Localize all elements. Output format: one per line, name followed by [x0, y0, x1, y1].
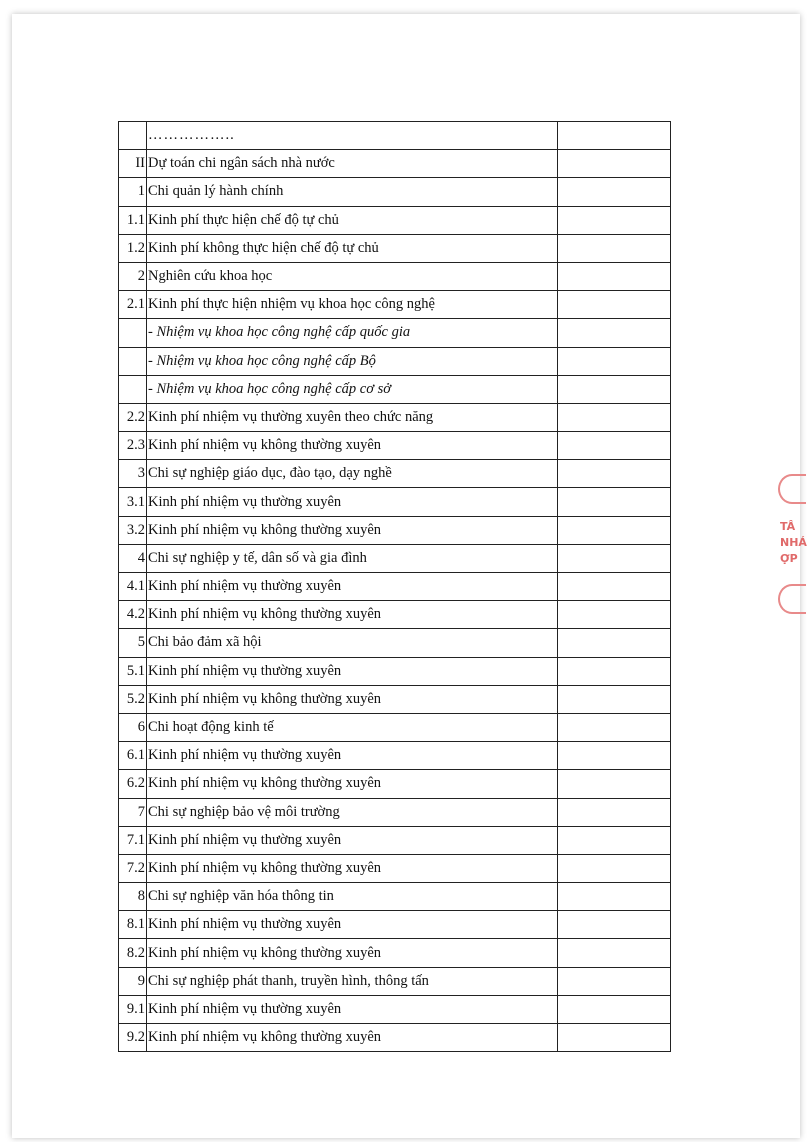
row-description: Dự toán chi ngân sách nhà nước — [147, 150, 558, 178]
row-number — [119, 319, 147, 347]
row-value — [558, 911, 671, 939]
row-number: 5.2 — [119, 685, 147, 713]
row-value — [558, 713, 671, 741]
row-number: II — [119, 150, 147, 178]
row-value — [558, 573, 671, 601]
table-row — [119, 375, 671, 403]
row-number: 5 — [119, 629, 147, 657]
row-description: Chi sự nghiệp bảo vệ môi trường — [147, 798, 558, 826]
row-value — [558, 178, 671, 206]
table-row — [119, 347, 671, 375]
row-value — [558, 798, 671, 826]
row-number: 6.1 — [119, 742, 147, 770]
row-description: - Nhiệm vụ khoa học công nghệ cấp Bộ — [147, 347, 558, 375]
row-number: 7.2 — [119, 854, 147, 882]
row-number: 8.2 — [119, 939, 147, 967]
row-value — [558, 347, 671, 375]
table-row — [119, 432, 671, 460]
stamp-line-1: TÂ — [780, 520, 796, 533]
row-number: 2.1 — [119, 291, 147, 319]
row-value — [558, 995, 671, 1023]
row-description: Chi sự nghiệp giáo dục, đào tạo, dạy nghề — [147, 460, 558, 488]
row-value — [558, 657, 671, 685]
table-row — [119, 826, 671, 854]
row-value — [558, 460, 671, 488]
row-value — [558, 939, 671, 967]
stamp-ring-top — [778, 474, 806, 504]
stamp-ring-bottom — [778, 584, 806, 614]
table-row — [119, 319, 671, 347]
table-row — [119, 488, 671, 516]
row-description: Kinh phí nhiệm vụ thường xuyên — [147, 573, 558, 601]
table-row — [119, 403, 671, 431]
row-number — [119, 347, 147, 375]
row-description: Nghiên cứu khoa học — [147, 262, 558, 290]
row-number: 1.2 — [119, 234, 147, 262]
row-description: Chi sự nghiệp văn hóa thông tin — [147, 883, 558, 911]
row-description: Kinh phí nhiệm vụ không thường xuyên — [147, 516, 558, 544]
row-value — [558, 150, 671, 178]
row-number: 9.1 — [119, 995, 147, 1023]
row-value — [558, 685, 671, 713]
row-number — [119, 375, 147, 403]
row-description: Kinh phí nhiệm vụ không thường xuyên — [147, 854, 558, 882]
row-description: Kinh phí nhiệm vụ thường xuyên — [147, 657, 558, 685]
row-value — [558, 770, 671, 798]
row-description: Kinh phí thực hiện nhiệm vụ khoa học công nghệ — [147, 291, 558, 319]
row-description: Kinh phí nhiệm vụ không thường xuyên — [147, 601, 558, 629]
row-value — [558, 544, 671, 572]
row-number: 9.2 — [119, 1024, 147, 1052]
row-value — [558, 375, 671, 403]
table-row — [119, 713, 671, 741]
row-number: 5.1 — [119, 657, 147, 685]
row-value — [558, 234, 671, 262]
row-description: Chi sự nghiệp phát thanh, truyền hình, thông tấn — [147, 967, 558, 995]
table-row — [119, 460, 671, 488]
table-row — [119, 516, 671, 544]
row-description: Kinh phí nhiệm vụ thường xuyên — [147, 826, 558, 854]
table-row — [119, 234, 671, 262]
row-number — [119, 122, 147, 150]
row-value — [558, 967, 671, 995]
row-value — [558, 262, 671, 290]
row-value — [558, 854, 671, 882]
row-value — [558, 319, 671, 347]
table-row — [119, 1024, 671, 1052]
row-number: 2 — [119, 262, 147, 290]
budget-table-body — [119, 122, 671, 1052]
row-number: 8 — [119, 883, 147, 911]
table-row — [119, 967, 671, 995]
row-value — [558, 488, 671, 516]
table-row — [119, 178, 671, 206]
row-description: Kinh phí nhiệm vụ thường xuyên — [147, 995, 558, 1023]
table-row — [119, 150, 671, 178]
row-description: Kinh phí nhiệm vụ không thường xuyên — [147, 432, 558, 460]
row-number: 3.2 — [119, 516, 147, 544]
table-row — [119, 657, 671, 685]
table-row — [119, 995, 671, 1023]
table-row — [119, 798, 671, 826]
row-number: 1 — [119, 178, 147, 206]
row-description: Kinh phí nhiệm vụ thường xuyên theo chức năng — [147, 403, 558, 431]
row-description: Chi hoạt động kinh tế — [147, 713, 558, 741]
row-number: 7 — [119, 798, 147, 826]
row-value — [558, 122, 671, 150]
row-description: Kinh phí nhiệm vụ thường xuyên — [147, 911, 558, 939]
row-value — [558, 742, 671, 770]
table-row — [119, 911, 671, 939]
row-description: Chi quản lý hành chính — [147, 178, 558, 206]
row-description: …………….. — [147, 122, 558, 150]
row-description: Kinh phí nhiệm vụ thường xuyên — [147, 742, 558, 770]
row-value — [558, 601, 671, 629]
row-value — [558, 629, 671, 657]
row-number: 4.1 — [119, 573, 147, 601]
table-row — [119, 770, 671, 798]
row-value — [558, 206, 671, 234]
row-number: 6 — [119, 713, 147, 741]
row-description: Kinh phí thực hiện chế độ tự chủ — [147, 206, 558, 234]
row-value — [558, 516, 671, 544]
table-row — [119, 122, 671, 150]
table-row — [119, 685, 671, 713]
row-number: 4 — [119, 544, 147, 572]
stamp-line-3: ỢP — [780, 552, 798, 565]
row-value — [558, 826, 671, 854]
row-number: 8.1 — [119, 911, 147, 939]
table-row — [119, 629, 671, 657]
row-description: Kinh phí nhiệm vụ không thường xuyên — [147, 770, 558, 798]
table-row — [119, 742, 671, 770]
row-value — [558, 1024, 671, 1052]
row-description: - Nhiệm vụ khoa học công nghệ cấp quốc gia — [147, 319, 558, 347]
row-number: 2.3 — [119, 432, 147, 460]
table-row — [119, 601, 671, 629]
row-number: 4.2 — [119, 601, 147, 629]
row-number: 9 — [119, 967, 147, 995]
table-row — [119, 573, 671, 601]
row-description: Chi bảo đảm xã hội — [147, 629, 558, 657]
table-row — [119, 939, 671, 967]
row-description: Kinh phí không thực hiện chế độ tự chủ — [147, 234, 558, 262]
stamp-seal — [774, 474, 807, 614]
stamp-line-2: NHÁ — [780, 536, 807, 549]
row-number: 3 — [119, 460, 147, 488]
row-number: 2.2 — [119, 403, 147, 431]
row-number: 7.1 — [119, 826, 147, 854]
table-row — [119, 854, 671, 882]
row-description: Chi sự nghiệp y tế, dân số và gia đình — [147, 544, 558, 572]
row-number: 1.1 — [119, 206, 147, 234]
table-row — [119, 262, 671, 290]
row-description: Kinh phí nhiệm vụ không thường xuyên — [147, 1024, 558, 1052]
row-value — [558, 291, 671, 319]
row-description: Kinh phí nhiệm vụ không thường xuyên — [147, 685, 558, 713]
budget-table — [118, 121, 671, 1052]
table-row — [119, 206, 671, 234]
row-number: 6.2 — [119, 770, 147, 798]
row-value — [558, 883, 671, 911]
row-value — [558, 403, 671, 431]
row-description: Kinh phí nhiệm vụ không thường xuyên — [147, 939, 558, 967]
row-number: 3.1 — [119, 488, 147, 516]
table-row — [119, 883, 671, 911]
row-description: Kinh phí nhiệm vụ thường xuyên — [147, 488, 558, 516]
row-description: - Nhiệm vụ khoa học công nghệ cấp cơ sở — [147, 375, 558, 403]
table-row — [119, 544, 671, 572]
table-row — [119, 291, 671, 319]
row-value — [558, 432, 671, 460]
